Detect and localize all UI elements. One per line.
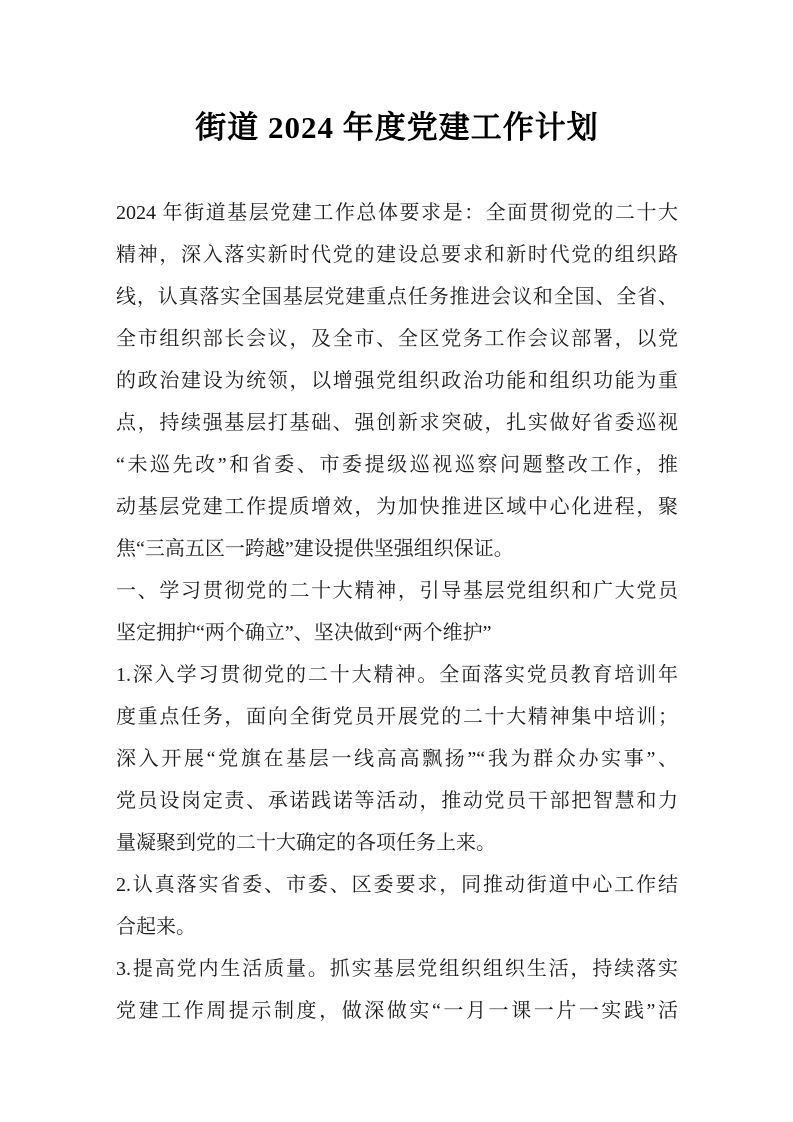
paragraph-section-one-heading — [116, 570, 678, 654]
text-line: 全市组织部长会议，及全市、全区党务工作会议部署，以党 — [116, 328, 678, 350]
text-line: 坚定拥护“两个确立”、坚决做到“两个维护” — [116, 622, 492, 644]
text-line: 2024 年街道基层党建工作总体要求是：全面贯彻党的二十大 — [116, 202, 678, 224]
text-line: 2.认真落实省委、市委、区委要求，同推动街道中心工作结 — [116, 874, 678, 896]
text-line: 量凝聚到党的二十大确定的各项任务上来。 — [116, 832, 496, 854]
paragraph-item-1 — [116, 654, 678, 864]
paragraph-overview — [116, 192, 678, 570]
text-line: 精神，深入落实新时代党的建设总要求和新时代党的组织路 — [116, 244, 678, 266]
text-line: 度重点任务，面向全街党员开展党的二十大精神集中培训； — [116, 706, 678, 728]
text-line: 焦“三高五区一跨越”建设提供坚强组织保证。 — [116, 538, 514, 560]
paragraph-item-3 — [116, 948, 678, 1032]
text-line: 3.提高党内生活质量。抓实基层党组织组织生活，持续落实 — [116, 958, 678, 980]
text-line: 的政治建设为统领，以增强党组织政治功能和组织功能为重 — [116, 370, 678, 392]
text-line: 动基层党建工作提质增效，为加快推进区域中心化进程，聚 — [116, 496, 678, 518]
text-line: 党建工作周提示制度，做深做实“一月一课一片一实践”活 — [116, 1000, 678, 1022]
text-line: 点，持续强基层打基础、强创新求突破，扎实做好省委巡视 — [116, 412, 678, 434]
text-line: 合起来。 — [116, 916, 196, 938]
text-line: 一、学习贯彻党的二十大精神，引导基层党组织和广大党员 — [116, 580, 678, 602]
text-line: 深入开展“党旗在基层一线高高飘扬”“我为群众办实事”、 — [116, 748, 678, 770]
text-line: 线，认真落实全国基层党建重点任务推进会议和全国、全省、 — [116, 286, 678, 308]
text-line: 党员设岗定责、承诺践诺等活动，推动党员干部把智慧和力 — [116, 790, 678, 812]
paragraph-item-2 — [116, 864, 678, 948]
document-title: 街道 2024 年度党建工作计划 — [195, 110, 599, 145]
text-line: 1.深入学习贯彻党的二十大精神。全面落实党员教育培训年 — [116, 664, 678, 686]
document-body — [116, 192, 678, 1032]
text-line: “未巡先改”和省委、市委提级巡视巡察问题整改工作，推 — [116, 454, 678, 476]
